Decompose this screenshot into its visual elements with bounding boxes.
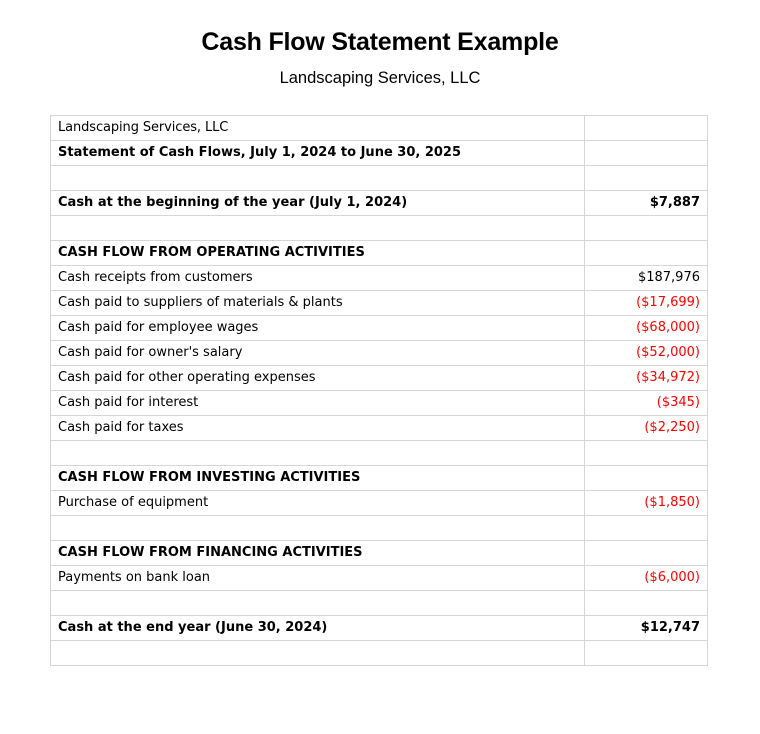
table-row-spacer [51, 516, 708, 541]
spacer-label-cell [51, 166, 585, 191]
table-row [51, 491, 708, 516]
cash-flow-table [50, 115, 708, 666]
table-row [51, 566, 708, 591]
section-heading-operating: CASH FLOW FROM OPERATING ACTIVITIES [51, 241, 585, 266]
table-row [51, 316, 708, 341]
page-title: Cash Flow Statement Example [201, 28, 559, 56]
table-row-company [51, 116, 708, 141]
table-row [51, 291, 708, 316]
line-item-amount: ($2,250) [585, 416, 708, 441]
closing-cash-label: Cash at the end year (June 30, 2024) [51, 616, 585, 641]
page-subtitle: Landscaping Services, LLC [279, 68, 481, 87]
spacer-label-cell [51, 641, 585, 666]
table-row-spacer [51, 166, 708, 191]
line-item-amount: ($52,000) [585, 341, 708, 366]
spacer-label-cell [51, 591, 585, 616]
table-row-section-heading-investing [51, 466, 708, 491]
line-item-amount: ($68,000) [585, 316, 708, 341]
table-row [51, 416, 708, 441]
spacer-label-cell [51, 216, 585, 241]
line-item-label: Cash paid to suppliers of materials & plants [51, 291, 585, 316]
table-row-spacer [51, 441, 708, 466]
period-label-cell: Statement of Cash Flows, July 1, 2024 to June 30, 2025 [51, 141, 585, 166]
spacer-label-cell [51, 516, 585, 541]
spacer-label-cell [51, 441, 585, 466]
table-row [51, 366, 708, 391]
table-row-spacer [51, 216, 708, 241]
section-heading-financing-amount [585, 541, 708, 566]
spreadsheet-container [50, 115, 707, 666]
section-heading-investing-amount [585, 466, 708, 491]
spacer-amount-cell [585, 441, 708, 466]
table-row-closing-cash [51, 616, 708, 641]
table-row [51, 391, 708, 416]
period-amount-cell [585, 141, 708, 166]
line-item-label: Cash receipts from customers [51, 266, 585, 291]
line-item-label: Purchase of equipment [51, 491, 585, 516]
section-heading-operating-amount [585, 241, 708, 266]
line-item-label: Cash paid for employee wages [51, 316, 585, 341]
company-name-cell: Landscaping Services, LLC [51, 116, 585, 141]
line-item-label: Cash paid for other operating expenses [51, 366, 585, 391]
spacer-amount-cell [585, 166, 708, 191]
section-heading-investing: CASH FLOW FROM INVESTING ACTIVITIES [51, 466, 585, 491]
table-row-spacer [51, 641, 708, 666]
table-row [51, 341, 708, 366]
spacer-amount-cell [585, 591, 708, 616]
table-row [51, 266, 708, 291]
line-item-amount: ($34,972) [585, 366, 708, 391]
line-item-amount: $187,976 [585, 266, 708, 291]
line-item-label: Payments on bank loan [51, 566, 585, 591]
table-row-section-heading-financing [51, 541, 708, 566]
table-row-spacer [51, 591, 708, 616]
line-item-amount: ($345) [585, 391, 708, 416]
line-item-amount: ($6,000) [585, 566, 708, 591]
spacer-amount-cell [585, 216, 708, 241]
line-item-label: Cash paid for owner's salary [51, 341, 585, 366]
line-item-amount: ($1,850) [585, 491, 708, 516]
spacer-amount-cell [585, 641, 708, 666]
spacer-amount-cell [585, 516, 708, 541]
table-row-section-heading-operating [51, 241, 708, 266]
company-amount-cell [585, 116, 708, 141]
table-row-opening-cash [51, 191, 708, 216]
opening-cash-label: Cash at the beginning of the year (July 1, 2024) [51, 191, 585, 216]
opening-cash-amount: $7,887 [585, 191, 708, 216]
line-item-label: Cash paid for taxes [51, 416, 585, 441]
section-heading-financing: CASH FLOW FROM FINANCING ACTIVITIES [51, 541, 585, 566]
line-item-label: Cash paid for interest [51, 391, 585, 416]
closing-cash-amount: $12,747 [585, 616, 708, 641]
table-row-period [51, 141, 708, 166]
line-item-amount: ($17,699) [585, 291, 708, 316]
